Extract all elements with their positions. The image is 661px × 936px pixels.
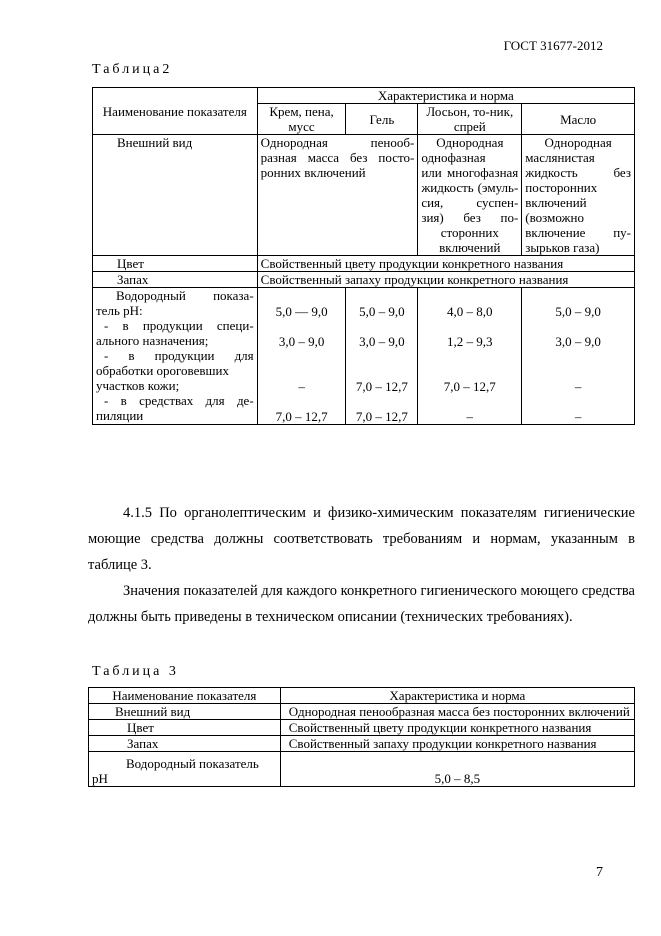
t2-appearance-lotion: Однородная однофазная или многофазная жидкость (эмуль- сия, суспен- зия) без по- сторонних включений: [418, 135, 522, 256]
t3-header-name: Наименование показателя: [89, 688, 281, 704]
standard-header: ГОСТ 31677-2012: [503, 38, 603, 53]
t2-color-value: Свойственный цвету продукции конкретного названия: [257, 256, 634, 272]
t2-col-lotion: Лосьон, то-ник, спрей: [418, 104, 522, 135]
table-row: [89, 736, 635, 752]
table-2: [92, 87, 635, 425]
t3-color-name: Цвет: [89, 720, 281, 736]
paragraph-values: Значения показателей для каждого конкретного гигиенического моющего средства должны быть приведены в техническом описании (технических требованиях).: [88, 583, 635, 625]
t3-appearance-value: Однородная пенообразная масса без посторонних включений: [280, 704, 634, 720]
t2-color-name: Цвет: [93, 256, 258, 272]
t2-row-color: [93, 256, 635, 272]
table-row: [89, 752, 635, 787]
t2-smell-value: Свойственный запаху продукции конкретного названия: [257, 272, 634, 288]
paragraph-4-1-5: 4.1.5 По органолептическим и физико-химическим показателям гигиенические моющие средства должны соответствовать требованиям и нормам, указанным в таблице 3.: [88, 505, 635, 573]
t2-col-oil: Масло: [522, 104, 635, 135]
table2-caption: Таблица2: [92, 62, 173, 77]
t2-row-ph: [93, 288, 635, 425]
t2-col-gel: Гель: [346, 104, 418, 135]
t3-color-value: Свойственный цвету продукции конкретного названия: [280, 720, 634, 736]
t3-smell-name: Запах: [89, 736, 281, 752]
table-row: [89, 704, 635, 720]
table-row: [89, 720, 635, 736]
t2-appearance-oil: Однородная маслянистая жидкость без посторонних включений (возможно включение пу- зырьков газа): [522, 135, 635, 256]
t3-header-value: Характеристика и норма: [280, 688, 634, 704]
t2-ph-oil: 5,0 – 9,0 3,0 – 9,0 – –: [522, 288, 635, 425]
table-3: [88, 687, 635, 787]
t2-row-smell: [93, 272, 635, 288]
t2-ph-cream: 5,0 — 9,0 3,0 – 9,0 – 7,0 – 12,7: [257, 288, 346, 425]
page-number: 7: [596, 865, 603, 880]
t2-header-group: Характеристика и норма: [257, 88, 634, 104]
t2-ph-lotion: 4,0 – 8,0 1,2 – 9,3 7,0 – 12,7 –: [418, 288, 522, 425]
t2-ph-name: Водородный показа- тель pH: - в продукции специ- ального назначения; - в продукции для обработки ороговевших участков кожи; - в средствах для де- пиляции: [93, 288, 258, 425]
t3-ph-value: 5,0 – 8,5: [280, 752, 634, 787]
table3-caption: Таблица 3: [92, 664, 179, 679]
body-text: [88, 500, 635, 630]
t2-row-appearance: [93, 135, 635, 256]
t2-col-cream: Крем, пена, мусс: [257, 104, 346, 135]
t3-appearance-name: Внешний вид: [89, 704, 281, 720]
t2-appearance-name: Внешний вид: [93, 135, 258, 256]
t2-ph-gel: 5,0 – 9,0 3,0 – 9,0 7,0 – 12,7 7,0 – 12,7: [346, 288, 418, 425]
t3-smell-value: Свойственный запаху продукции конкретного названия: [280, 736, 634, 752]
t2-smell-name: Запах: [93, 272, 258, 288]
t2-appearance-cream-gel: Однородная пенооб- разная масса без посто- ронних включений: [257, 135, 418, 256]
t2-header-name: Наименование показателя: [93, 88, 258, 135]
t3-ph-name: Водородный показатель pH: [89, 752, 281, 787]
